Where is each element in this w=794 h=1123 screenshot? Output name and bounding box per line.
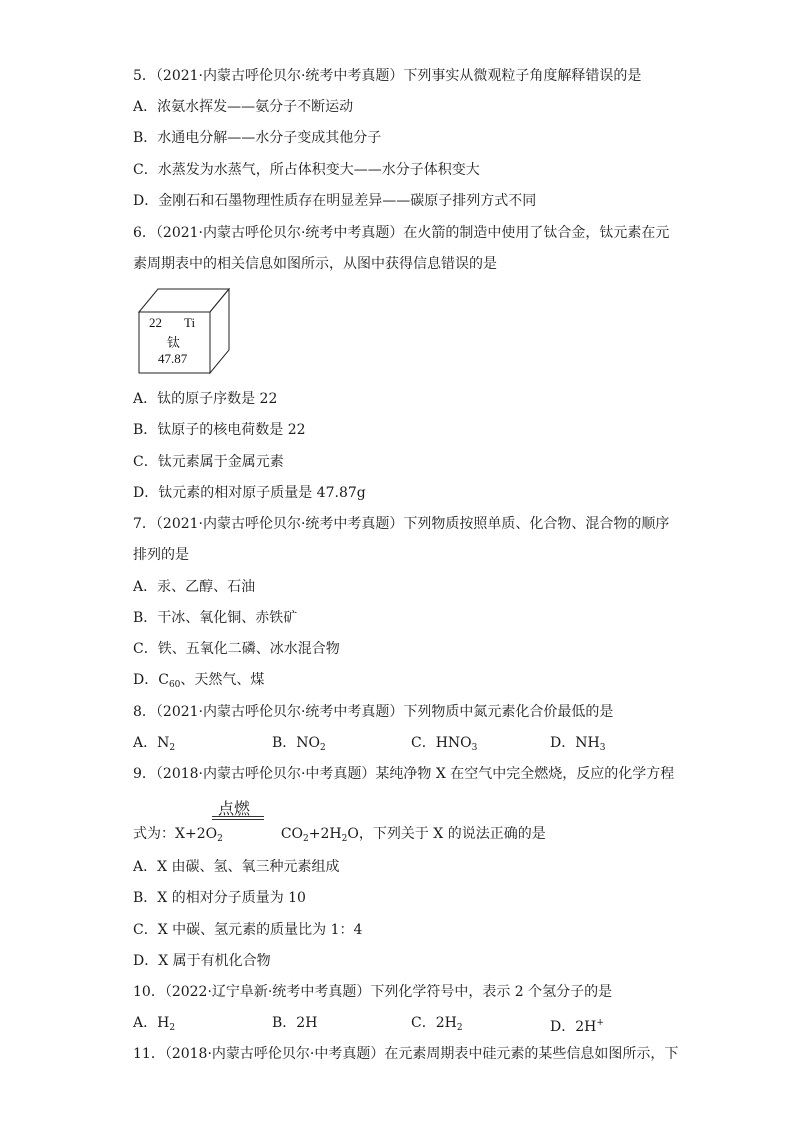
q10-option-b: B．2H [272,1015,318,1031]
q6-stem-line2: 素周期表中的相关信息如图所示，从图中获得信息错误的是 [133,256,497,272]
q7-option-d [133,671,264,694]
q5-option-a: A．浓氨水挥发——氨分子不断运动 [133,99,354,115]
q9-option-b: B．X 的相对分子质量为 10 [133,890,306,906]
equation-arrow-line-top [212,816,264,817]
q11-stem: 11．（2018·内蒙古呼伦贝尔·中考真题）在元素周期表中硅元素的某些信息如图所示，下 [133,1046,679,1062]
q8-option-b: B．$NO_2$ [272,735,326,753]
q8-options [133,734,693,752]
q6-stem-line1: 6．（2021·内蒙古呼伦贝尔·统考中考真题）在火箭的制造中使用了钛合金，钛元素在元 [133,225,670,241]
equation-arrow-line-bottom [212,819,264,820]
q9-option-d: D．X 属于有机化合物 [133,953,271,969]
q9-option-a: A．X 由碳、氢、氧三种元素组成 [133,859,340,875]
q7-stem-line2: 排列的是 [133,547,189,563]
element-cube-figure [138,288,230,374]
element-name: 钛 [167,336,181,351]
reaction-condition: 点燃 [218,799,251,818]
q7-option-b: B．干冰、氧化铜、赤铁矿 [133,610,298,626]
q8-option-d: D．$NH_3$ [550,735,606,753]
q10-options [133,1014,693,1035]
element-symbol: Ti [184,315,196,330]
q6-option-c: C．钛元素属于金属元素 [133,454,284,470]
q5-option-b: B．水通电分解——水分子变成其他分子 [133,130,382,146]
q8-stem: 8．（2021·内蒙古呼伦贝尔·统考中考真题）下列物质中氮元素化合价最低的是 [133,704,614,720]
q6-option-a: A．钛的原子序数是 22 [133,391,278,407]
q7-option-d-prefix: D．C [133,672,169,688]
q10-option-d: D．2H+ [550,1018,604,1035]
q6-option-d: D．钛元素的相对原子质量是 47.87g [133,485,366,501]
q9-option-c: C．X 中碳、氢元素的质量比为 1：4 [133,922,363,938]
element-mass: 47.87 [158,351,188,366]
element-number: 22 [149,315,162,330]
q7-option-c: C．铁、五氧化二磷、冰水混合物 [133,641,340,657]
q5-option-c: C．水蒸发为水蒸气，所占体积变大——水分子体积变大 [133,162,480,178]
q7-option-d-suffix: 、天然气、煤 [180,672,265,688]
q8-option-a: A．$N_2$ [133,735,176,753]
q7-option-d-subscript: 60 [168,680,181,690]
q10-option-a: A．$H_2$ [133,1015,176,1033]
q5-stem: 5．（2021·内蒙古呼伦贝尔·统考中考真题）下列事实从微观粒子角度解释错误的是 [133,68,642,84]
q6-option-b: B．钛原子的核电荷数是 22 [133,422,306,438]
q5-option-d: D．金刚石和石墨物理性质存在明显差异——碳原子排列方式不同 [133,193,537,209]
q9-stem-line1: 9．（2018·内蒙古呼伦贝尔·中考真题）某纯净物 X 在空气中完全燃烧，反应的化学方程 [133,766,675,782]
q10-stem: 10．（2022·辽宁阜新·统考中考真题）下列化学符号中，表示 2 个氢分子的是 [133,984,613,1000]
q7-option-a: A．汞、乙醇、石油 [133,579,256,595]
q8-option-c: C．$HNO_3$ [411,735,478,753]
q10-option-c: C．$2H_2$ [411,1015,463,1033]
q7-stem-line1: 7．（2021·内蒙古呼伦贝尔·统考中考真题）下列物质按照单质、化合物、混合物的顺序 [133,516,670,532]
q9-equation-line: 式为：$X+2O_2$ $CO_2+2H_2O$，下列关于 X 的说法正确的是 [133,826,546,844]
